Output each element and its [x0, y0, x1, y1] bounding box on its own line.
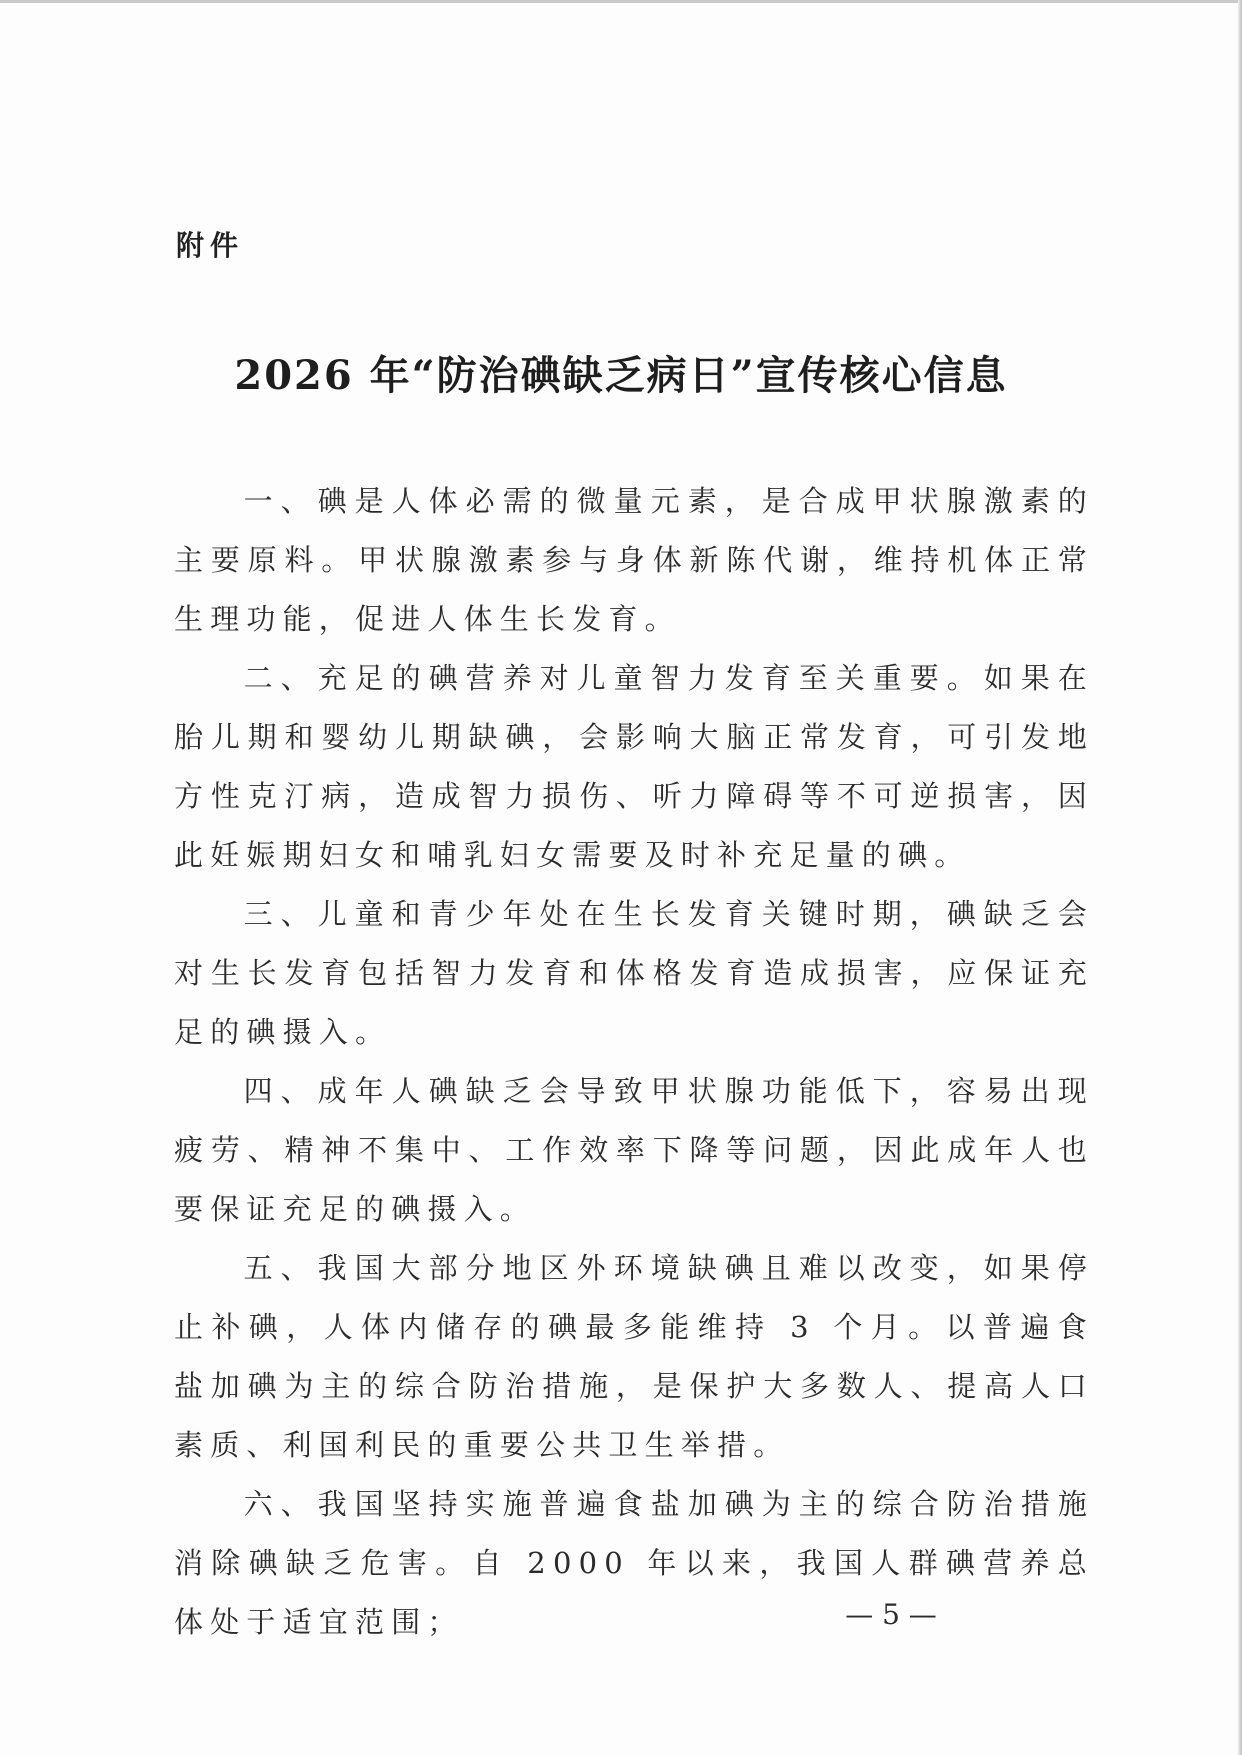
paragraph-6: 六、我国坚持实施普遍食盐加碘为主的综合防治措施消除碘缺乏危害。自 2000 年以来，我国人群碘营养总体处于适宜范围；	[174, 1487, 1094, 1639]
paragraph-2: 二、充足的碘营养对儿童智力发育至关重要。如果在胎儿期和婴幼儿期缺碘，会影响大脑正常发育，可引发地方性克汀病，造成智力损伤、听力障碍等不可逆损害，因此妊娠期妇女和哺乳妇女需要及时补充足量的碘。	[174, 661, 1094, 872]
page-number-text: — 5 —	[845, 1598, 937, 1631]
paragraph-5: 五、我国大部分地区外环境缺碘且难以改变，如果停止补碘，人体内储存的碘最多能维持 3 个月。以普遍食盐加碘为主的综合防治措施，是保护大多数人、提高人口素质、利国利民的重要公共卫生举措。	[174, 1251, 1094, 1462]
paragraph-4: 四、成年人碘缺乏会导致甲状腺功能低下，容易出现疲劳、精神不集中、工作效率下降等问题，因此成年人也要保证充足的碘摄入。	[174, 1074, 1094, 1226]
scan-edge	[0, 0, 1242, 3]
document-body	[174, 472, 1094, 1652]
page-number	[0, 1598, 1242, 1631]
attachment-label: 附件	[176, 229, 245, 262]
paragraph-3: 三、儿童和青少年处在生长发育关键时期，碘缺乏会对生长发育包括智力发育和体格发育造成损害，应保证充足的碘摄入。	[174, 897, 1094, 1049]
scan-edge	[1238, 0, 1242, 1755]
paragraph-1: 一、碘是人体必需的微量元素，是合成甲状腺激素的主要原料。甲状腺激素参与身体新陈代谢，维持机体正常生理功能，促进人体生长发育。	[174, 484, 1094, 636]
document-title: 2026 年“防治碘缺乏病日”宣传核心信息	[234, 352, 1008, 399]
